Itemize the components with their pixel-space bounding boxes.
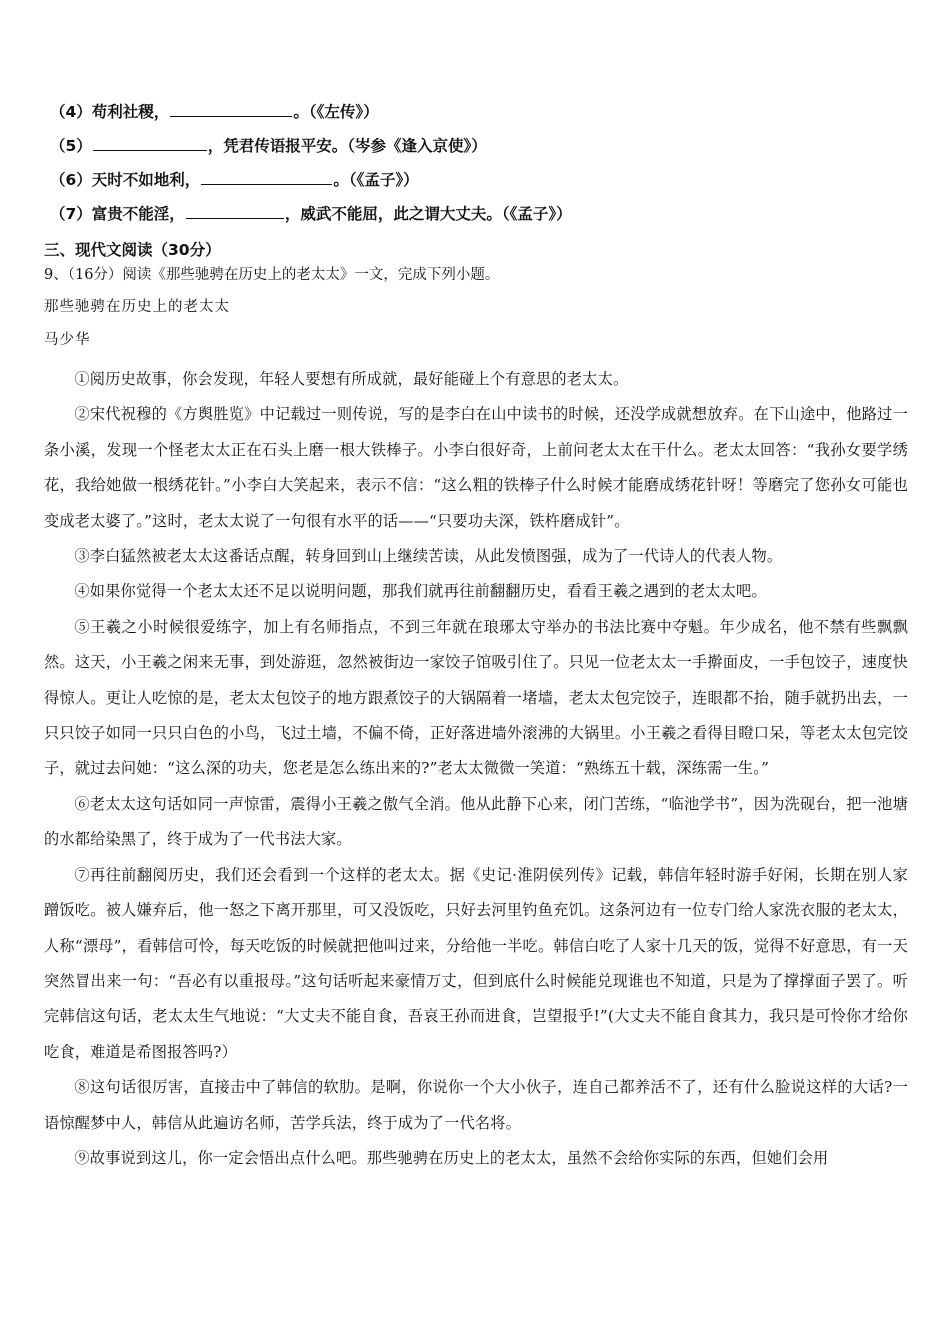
fill-item-number: （6） — [50, 171, 92, 189]
answer-blank[interactable] — [93, 134, 207, 151]
fill-item-number: （4） — [50, 103, 92, 121]
article-paragraph: ②宋代祝穆的《方舆胜览》中记载过一则传说，写的是李白在山中读书的时候，还没学成就想放弃。在下山途中，他路过一条小溪，发现一个怪老太太正在石头上磨一根大铁棒子。小李白很好奇，上前问老太太在干什么。老太太回答：“我孙女要学绣花，我给她做一根绣花针。”小李白大笑起来，表示不信：“这么粗的铁棒子什么时候才能磨成绣花针呀！等磨完了您孙女可能也变成老太婆了。”这时，老太太说了一句很有水平的话——“只要功夫深，铁杵磨成针”。 — [44, 405, 908, 530]
article-paragraph: ⑥老太太这句话如同一声惊雷，震得小王羲之傲气全消。他从此静下心来，闭门苦练，“临池学书”，因为洗砚台，把一池塘的水都给染黑了，终于成为了一代书法大家。 — [44, 794, 908, 849]
fill-item-5 — [50, 134, 487, 157]
article-paragraph: ③李白猛然被老太太这番话点醒，转身回到山上继续苦读，从此发愤图强，成为了一代诗人的代表人物。 — [74, 547, 783, 566]
article-paragraph: ⑨故事说到这儿，你一定会悟出点什么吧。那些驰骋在历史上的老太太，虽然不会给你实际的东西，但她们会用 — [74, 1148, 829, 1167]
fill-item-text-before: 富贵不能淫， — [91, 205, 185, 223]
question-intro: 9、（16分）阅读《那些驰骋在历史上的老太太》一文，完成下列小题。 — [44, 267, 500, 283]
article-paragraph: ⑦再往前翻阅历史，我们还会看到一个这样的老太太。据《史记·淮阴侯列传》记载，韩信年轻时游手好闲，长期在别人家蹭饭吃。被人嫌弃后，他一怒之下离开那里，可又没饭吃，只好去河里钓鱼充饥。这条河边有一位专门给人家洗衣服的老太太，人称“漂母”，看韩信可怜，每天吃饭的时候就把他叫过来，分给他一半吃。韩信白吃了人家十几天的饭，觉得不好意思，有一天突然冒出来一句：“吾必有以重报母。”这句话听起来豪情万丈，但到底什么时候能兑现谁也不知道，只是为了撑撑面子罢了。听完韩信这句话，老太太生气地说：“大丈夫不能自食，吾哀王孙而进食，岂望报乎!”(大丈夫不能自食其力，我只是可怜你才给你吃食，难道是希图报答吗?） — [44, 865, 908, 1061]
answer-blank[interactable] — [170, 100, 292, 117]
article-author: 马少华 — [44, 332, 91, 348]
article-paragraph: ①阅历史故事，你会发现，年轻人要想有所成就，最好能碰上个有意思的老太太。 — [74, 370, 629, 388]
fill-item-number: （5） — [50, 137, 92, 155]
fill-item-text-after: ，凭君传语报平安。（岑参《逢入京使》） — [207, 137, 487, 155]
fill-item-text-before: 天时不如地利， — [91, 171, 201, 189]
fill-item-text-after: 。（《孟子》） — [333, 171, 419, 189]
article-paragraph: ⑤王羲之小时候很爱练字，加上有名师指点，不到三年就在琅琊太守举办的书法比赛中夺魁。年少成名，他不禁有些飘飘然。这天，小王羲之闲来无事，到处游逛，忽然被街边一家饺子馆吸引住了。只见一位老太太一手擀面皮，一手包饺子，速度快得惊人。更让人吃惊的是，老太太包饺子的地方跟煮饺子的大锅隔着一堵墙，老太太包完饺子，连眼都不抬，随手就扔出去，一只只饺子如同一只只白色的小鸟，飞过土墙，不偏不倚，正好落进墙外滚沸的大锅里。小王羲之看得目瞪口呆，等老太太包完饺子，就过去问她：“这么深的功夫，您老是怎么练出来的?”老太太微微一笑道：“熟练五十载，深练需一生。” — [44, 617, 908, 778]
fill-item-number: （7） — [50, 205, 92, 223]
fill-item-4 — [50, 100, 379, 123]
section-title: 三、现代文阅读（30分） — [44, 241, 221, 259]
fill-item-7 — [50, 202, 572, 225]
article-paragraph: ⑧这句话很厉害，直接击中了韩信的软肋。是啊，你说你一个大小伙子，连自己都养活不了，还有什么脸说这样的大话?一语惊醒梦中人，韩信从此遍访名师，苦学兵法，终于成为了一代名将。 — [44, 1078, 908, 1132]
fill-item-6 — [50, 168, 419, 191]
article-paragraph: ④如果你觉得一个老太太还不足以说明问题，那我们就再往前翻翻历史，看看王羲之遇到的老太太吧。 — [74, 582, 767, 601]
fill-item-text-after: 。（《左传》） — [293, 103, 379, 121]
answer-blank[interactable] — [201, 168, 332, 185]
fill-item-text-after: ，威武不能屈，此之谓大丈夫。（《孟子》） — [284, 205, 572, 223]
answer-blank[interactable] — [186, 202, 284, 219]
fill-item-text-before: 苟利社稷， — [91, 103, 170, 121]
article-body — [44, 362, 908, 1176]
article-title: 那些驰骋在历史上的老太太 — [44, 299, 230, 315]
